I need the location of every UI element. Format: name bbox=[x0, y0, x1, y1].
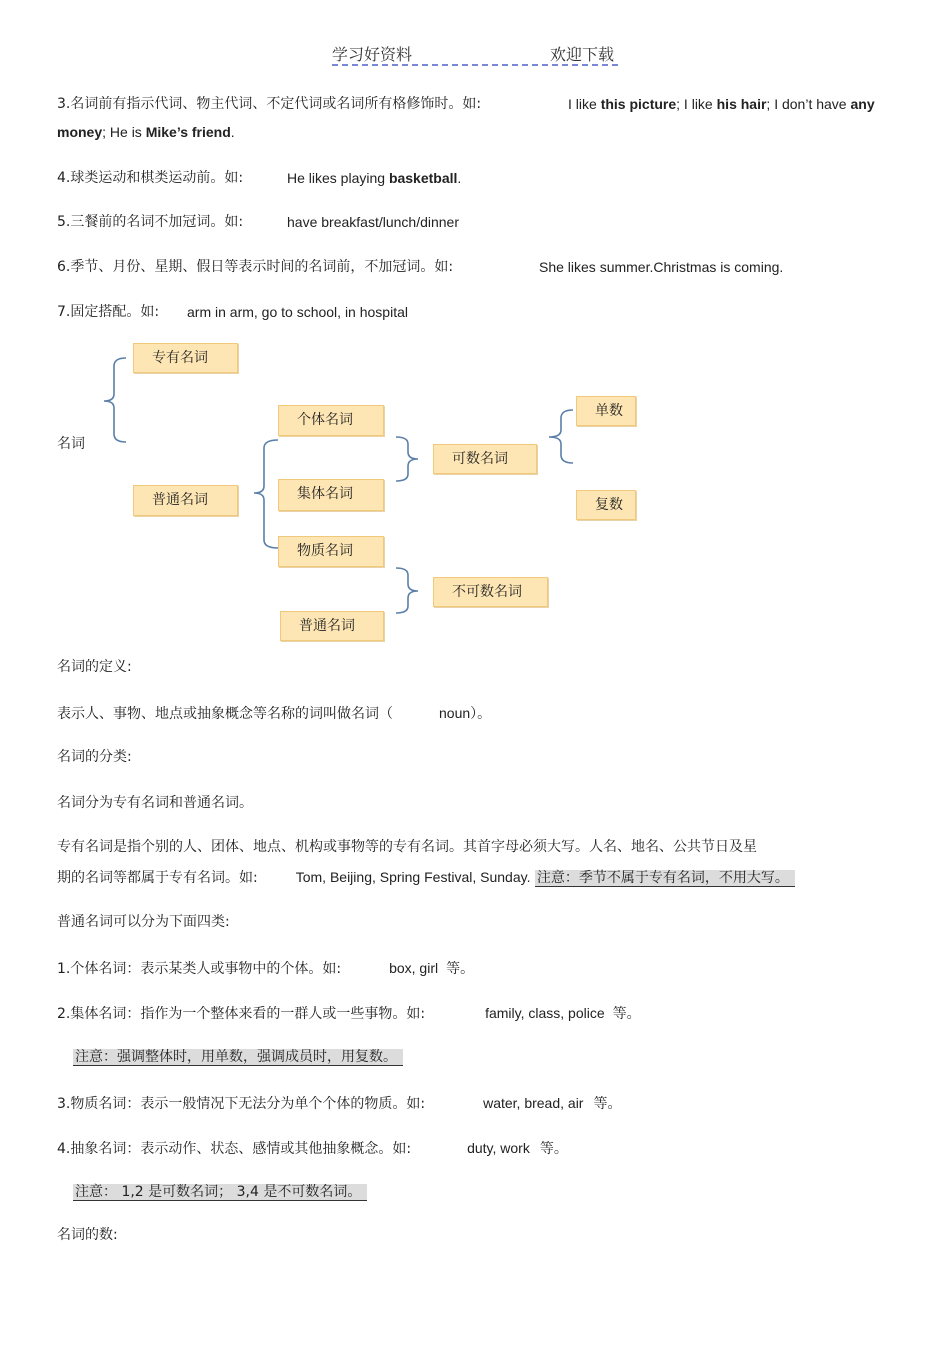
category-3: 3.物质名词：表示一般情况下无法分为单个个体的物质。如: water, bread, air 等。 bbox=[57, 1095, 622, 1112]
rule-7-example: arm in arm, go to school, in hospital bbox=[187, 304, 408, 320]
common-noun-title: 普通名词可以分为下面四类: bbox=[57, 914, 230, 930]
category-1: 1.个体名词：表示某类人或事物中的个体。如: box, girl 等。 bbox=[57, 960, 475, 977]
rule-5: 5.三餐前的名词不加冠词。如: bbox=[57, 214, 244, 230]
definition-text: 表示人、事物、地点或抽象概念等名称的词叫做名词（ noun）。 bbox=[57, 705, 492, 722]
node-uncountable-noun: 不可数名词 bbox=[433, 577, 548, 607]
node-countable-noun: 可数名词 bbox=[433, 444, 537, 474]
category-4: 4.抽象名词：表示动作、状态、感情或其他抽象概念。如: duty, work 等。 bbox=[57, 1140, 568, 1157]
rule-4: 4.球类运动和棋类运动前。如: bbox=[57, 170, 244, 186]
note-2: 注意：强调整体时，用单数，强调成员时，用复数。 bbox=[73, 1048, 403, 1066]
proper-noun-text-2: 期的名词等都属于专有名词。如: Tom, Beijing, Spring Festival, Sunday. 注意：季节不属于专有名词，不用大写。 bbox=[57, 868, 795, 887]
rule-7: 7.固定搭配。如: bbox=[57, 304, 160, 320]
node-plural: 复数 bbox=[576, 490, 636, 520]
node-singular: 单数 bbox=[576, 396, 636, 426]
proper-noun-text-1: 专有名词是指个别的人、团体、地点、机构或事物等的专有名词。其首字母必须大写。人名、地名、公共节日及星 bbox=[57, 839, 757, 855]
diagram-root-label: 名词 bbox=[57, 436, 85, 452]
rule-6: 6.季节、月份、星期、假日等表示时间的名词前，不加冠词。如: bbox=[57, 259, 454, 275]
rule-3-example: I like this picture; I like his hair; I don’t have any bbox=[568, 96, 875, 112]
node-material-noun: 物质名词 bbox=[278, 536, 384, 567]
rule-5-example: have breakfast/lunch/dinner bbox=[287, 214, 459, 230]
number-title: 名词的数: bbox=[57, 1227, 118, 1243]
header-right: 欢迎下载 bbox=[549, 45, 614, 64]
node-individual-noun: 个体名词 bbox=[278, 405, 384, 436]
definition-title: 名词的定义: bbox=[57, 659, 132, 675]
classification-text: 名词分为专有名词和普通名词。 bbox=[57, 795, 253, 811]
node-common-noun: 普通名词 bbox=[133, 485, 238, 516]
node-proper-noun: 专有名词 bbox=[133, 343, 238, 373]
bracket-uncountable bbox=[396, 568, 418, 613]
bracket-number bbox=[549, 410, 573, 463]
header-left: 学习好资料 bbox=[332, 45, 413, 64]
bracket-common bbox=[254, 440, 278, 548]
proper-noun-note: 注意：季节不属于专有名词，不用大写。 bbox=[535, 870, 795, 887]
rule-6-example: She likes summer.Christmas is coming. bbox=[539, 259, 784, 275]
rule-3-example-cont: money; He is Mike’s friend. bbox=[57, 124, 235, 140]
note-4: 注意： 1,2 是可数名词； 3,4 是不可数名词。 bbox=[73, 1183, 367, 1201]
node-collective-noun: 集体名词 bbox=[278, 479, 384, 511]
category-2: 2.集体名词：指作为一个整体来看的一群人或一些事物。如: family, class, police 等。 bbox=[57, 1005, 641, 1022]
bracket-countable bbox=[396, 437, 418, 481]
node-abstract-noun: 普通名词 bbox=[280, 611, 384, 641]
rule-4-example: He likes playing basketball. bbox=[287, 170, 462, 186]
classification-title: 名词的分类: bbox=[57, 749, 132, 765]
bracket-root bbox=[104, 358, 126, 442]
rule-3-cn: 3.名词前有指示代词、物主代词、不定代词或名词所有格修饰时。如: bbox=[57, 96, 482, 112]
